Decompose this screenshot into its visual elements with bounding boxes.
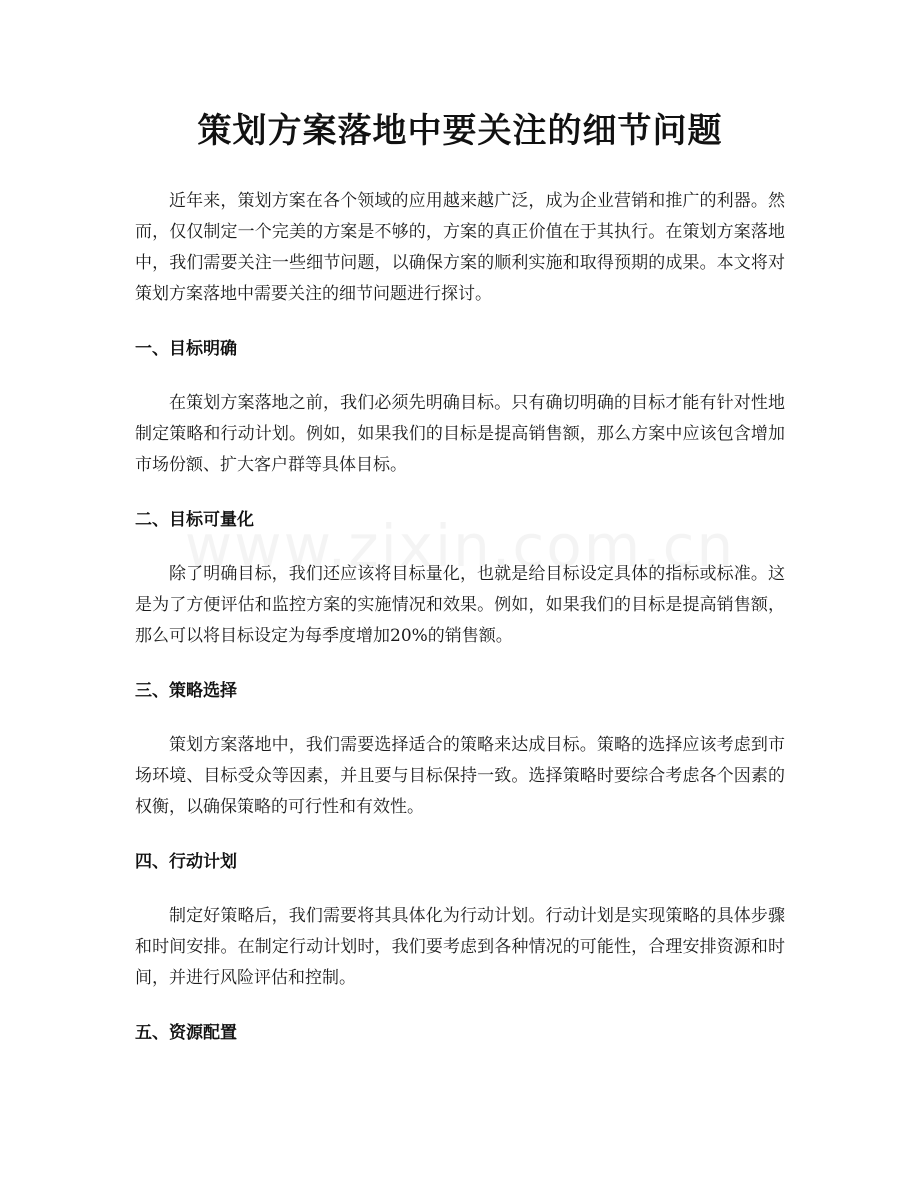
section-heading: 二、目标可量化 [135,510,254,530]
intro-paragraph: 近年来，策划方案在各个领域的应用越来越广泛，成为企业营销和推广的利器。然而，仅仅制定一个完美的方案是不够的，方案的真正价值在于其执行。在策划方案落地中，我们需要关注一些细节问题，以确保方案的顺利实施和取得预期的成果。本文将对策划方案落地中需要关注的细节问题进行探讨。 [135,191,785,304]
section-heading: 一、目标明确 [135,339,237,359]
section-goal-clear [135,334,785,481]
section-paragraph: 在策划方案落地之前，我们必须先明确目标。只有确切明确的目标才能有针对性地制定策略和行动计划。例如，如果我们的目标是提高销售额，那么方案中应该包含增加市场份额、扩大客户群等具体目标。 [135,393,785,475]
section-strategy-choice [135,676,785,823]
section-paragraph: 除了明确目标，我们还应该将目标量化，也就是给目标设定具体的指标或标准。这是为了方便评估和监控方案的实施情况和效果。例如，如果我们的目标是提高销售额，那么可以将目标设定为每季度增加20%的销售额。 [135,564,785,646]
section-heading: 三、策略选择 [135,681,237,701]
section-heading: 四、行动计划 [135,852,237,872]
section-paragraph: 策划方案落地中，我们需要选择适合的策略来达成目标。策略的选择应该考虑到市场环境、目标受众等因素，并且要与目标保持一致。选择策略时要综合考虑各个因素的权衡，以确保策略的可行性和有效性。 [135,735,785,817]
section-resource-allocation [135,1018,785,1049]
section-paragraph: 制定好策略后，我们需要将其具体化为行动计划。行动计划是实现策略的具体步骤和时间安排。在制定行动计划时，我们要考虑到各种情况的可能性，合理安排资源和时间，并进行风险评估和控制。 [135,906,785,988]
section-goal-quantifiable [135,505,785,652]
section-heading: 五、资源配置 [135,1023,237,1043]
document-title: 策划方案落地中要关注的细节问题 [197,111,723,151]
section-action-plan [135,847,785,994]
